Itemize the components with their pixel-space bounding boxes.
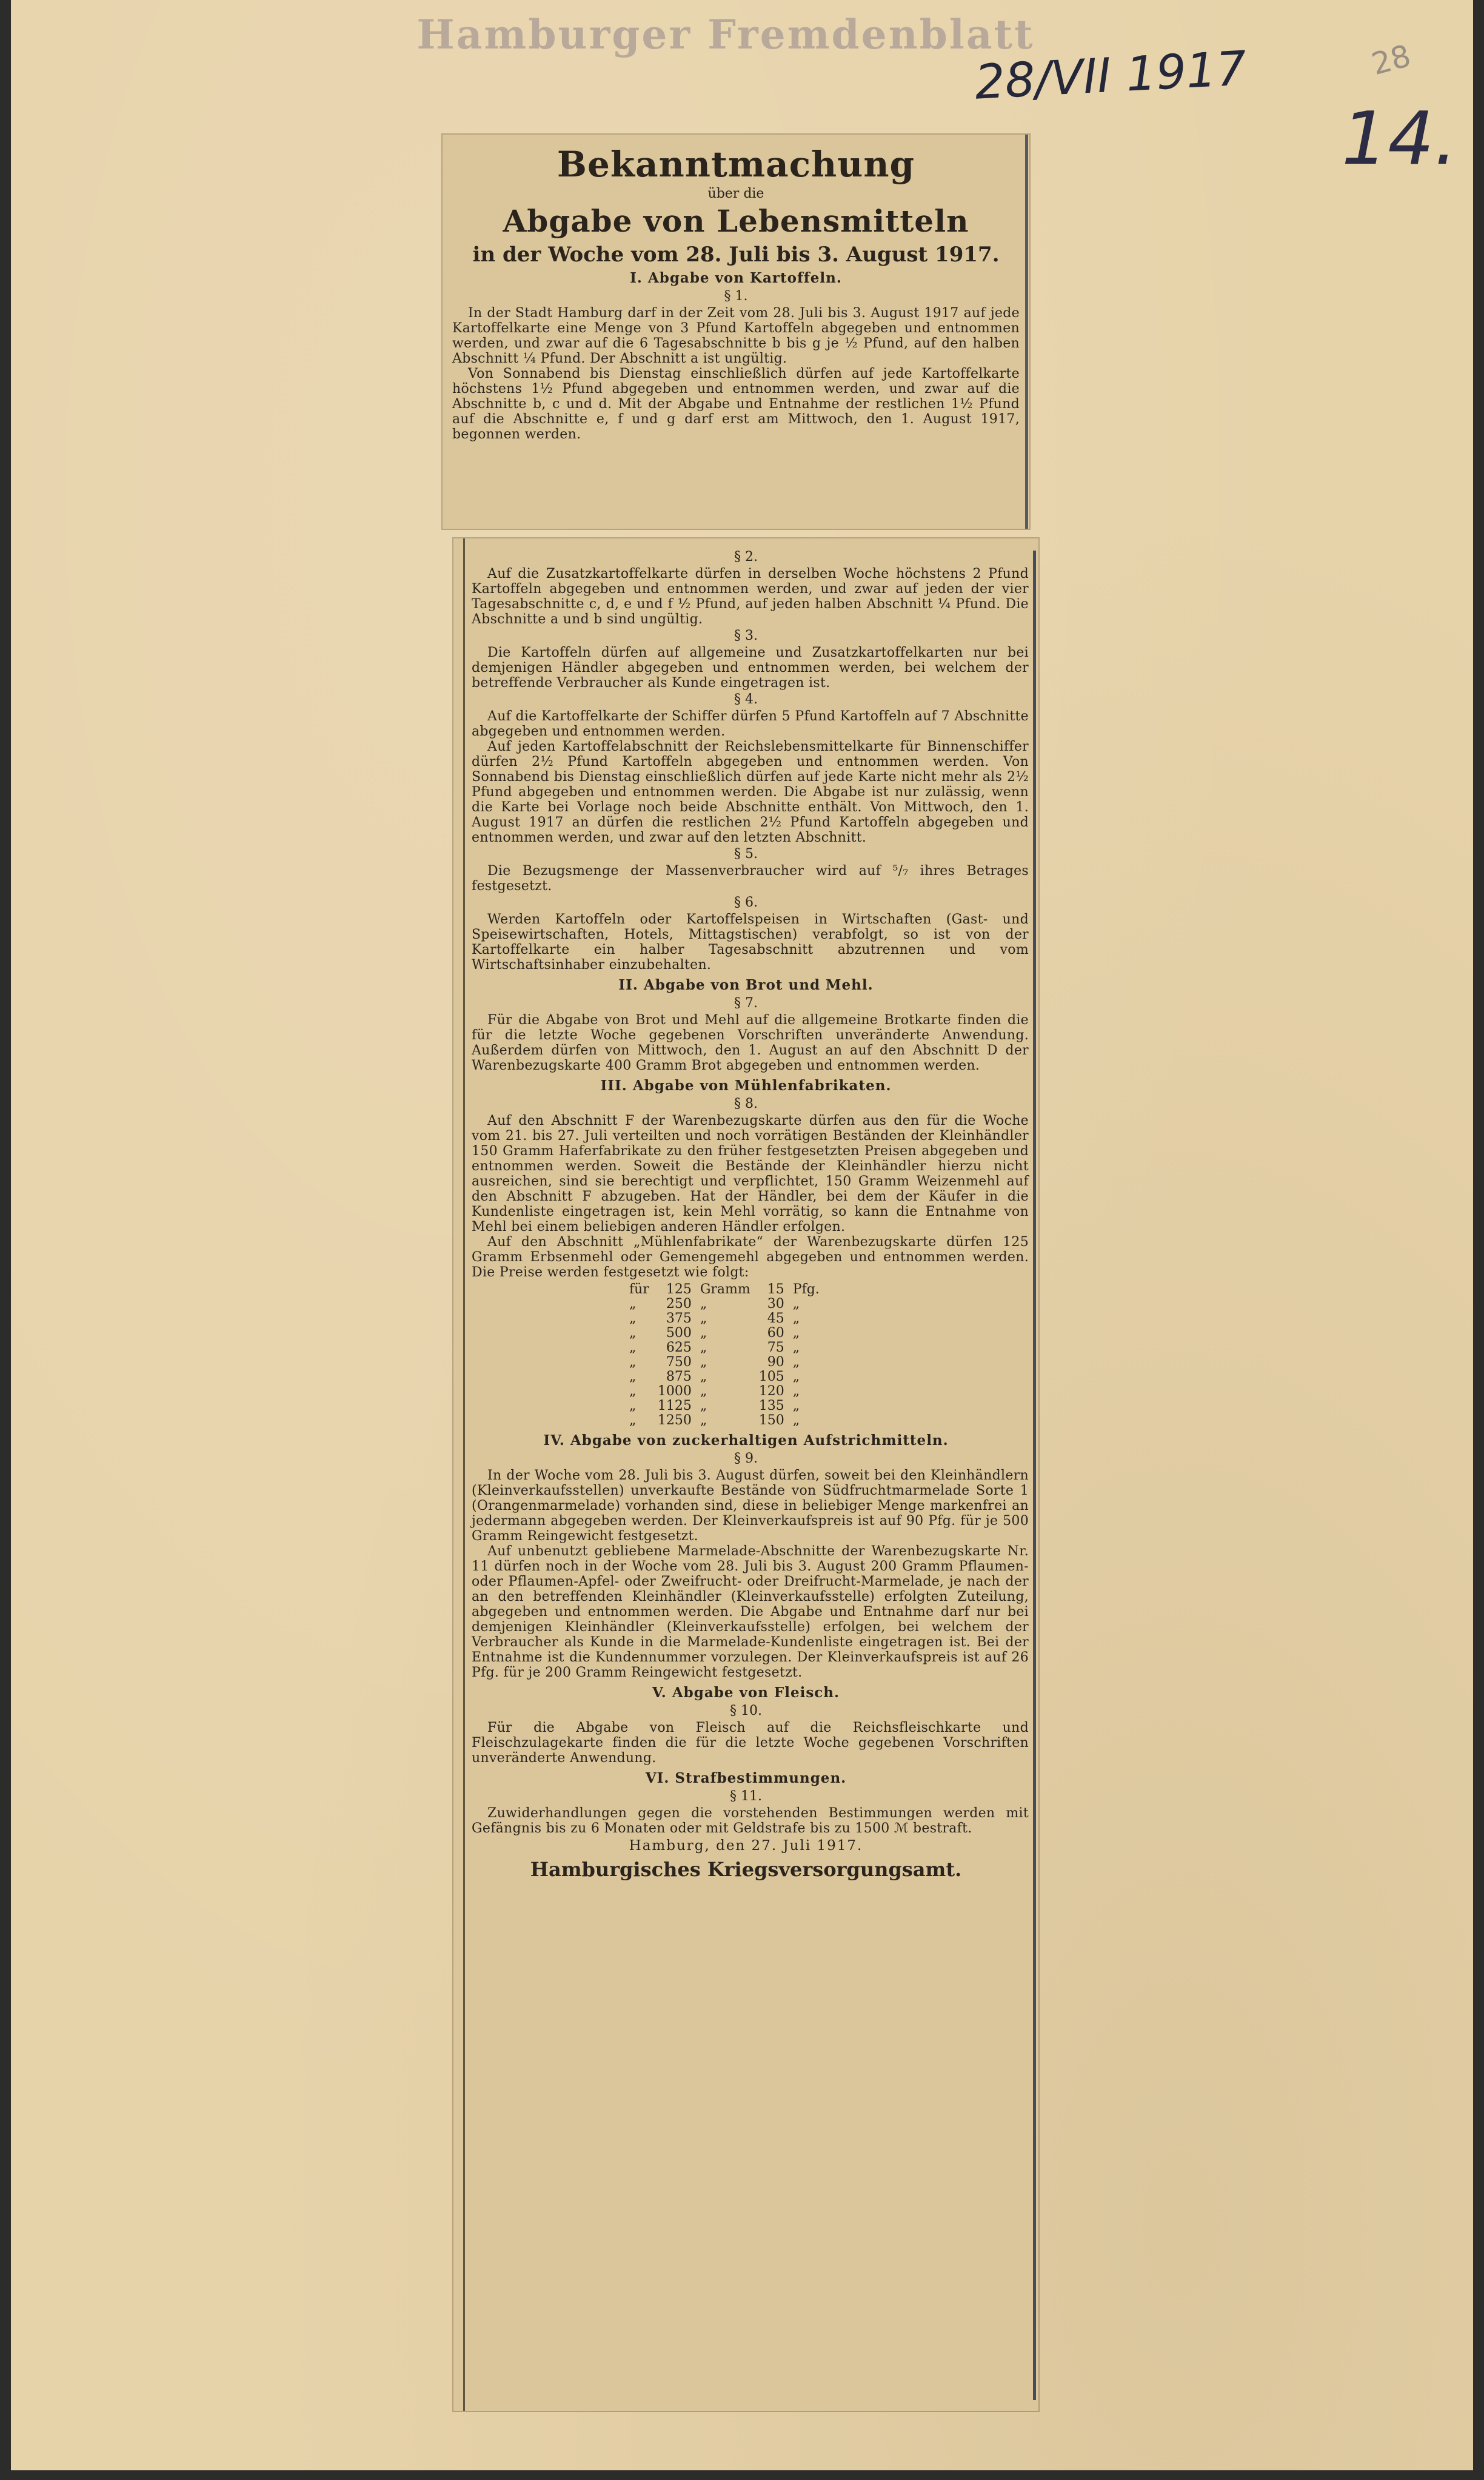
price-currency: „: [792, 1311, 800, 1326]
price-prefix: „: [629, 1296, 637, 1312]
price-prefix: „: [629, 1398, 637, 1413]
paragraph-6: [472, 912, 1029, 973]
price-grams: 375: [666, 1311, 692, 1326]
paragraph-9: [472, 1468, 1029, 1680]
section-heading-1: I. Abgabe von Kartoffeln.: [630, 270, 842, 286]
paragraph-number-1: § 1.: [724, 289, 748, 304]
price-grams: 1125: [657, 1398, 692, 1413]
price-amount: 45: [767, 1311, 784, 1326]
paragraph-number-11: § 11.: [730, 1789, 762, 1804]
price-row: [629, 1341, 828, 1355]
section-heading-4: IV. Abgabe von zuckerhaltigen Aufstrichmitteln.: [543, 1432, 949, 1449]
paragraph-7: [472, 1013, 1029, 1073]
price-unit: „: [700, 1369, 707, 1384]
price-amount: 135: [758, 1398, 784, 1413]
price-prefix: „: [629, 1413, 637, 1428]
price-amount: 30: [767, 1296, 784, 1312]
paragraph-1-text-b: Von Sonnabend bis Dienstag einschließlich dürfen auf jede Kartoffelkarte höchstens 1½ Pfund abgegeben und entnommen werden, und zwar auf die Abschnitte b, c und d. Mit der Abgabe und Entnahme der restlichen 1½ Pfund auf die Abschnitte e, f und g darf erst am Mittwoch, den 1. August 1917, begonnen werden.: [452, 366, 1020, 442]
paragraph-11: [472, 1806, 1029, 1836]
paragraph-3: [472, 645, 1029, 691]
paragraph-4-text-b: Auf jeden Kartoffelabschnitt der Reichslebensmittelkarte für Binnenschiffer dürfen 2½ Pfund Kartoffeln abgegeben und entnommen werden. Von Sonnabend bis Dienstag einschließlich dürfen auf jede Karte nicht mehr als 2½ Pfund abgegeben und entnommen werden. Die Abgabe ist nur zulässig, wenn die Karte bei Vorlage noch beide Abschnitte enthält. Von Mittwoch, den 1. August 1917 an dürfen die restlichen 2½ Pfund Kartoffeln abgegeben und entnommen werden, und zwar auf den letzten Abschnitt.: [472, 739, 1029, 845]
price-grams: 750: [666, 1355, 692, 1370]
price-amount: 105: [758, 1369, 784, 1384]
announcement-period: in der Woche vom 28. Juli bis 3. August 1917.: [472, 243, 1000, 267]
clipping-main: [453, 538, 1038, 2411]
paragraph-7-text: Für die Abgabe von Brot und Mehl auf die allgemeine Brotkarte finden die für die letzte Woche gegebenen Vorschriften unveränderte Anwendung. Außerdem dürfen von Mittwoch, den 1. August an auf den Abschnitt D der Warenbezugskarte 400 Gramm Brot abgegeben und entnommen werden.: [472, 1013, 1029, 1073]
price-prefix: „: [629, 1311, 637, 1326]
paragraph-8-text-b: Auf den Abschnitt „Mühlenfabrikate“ der Warenbezugskarte dürfen 125 Gramm Erbsenmehl oder Gemengemehl abgegeben und entnommen werden. Die Preise werden festgesetzt wie folgt:: [472, 1235, 1029, 1280]
price-currency: „: [792, 1325, 800, 1341]
paragraph-8-text-a: Auf den Abschnitt F der Warenbezugskarte dürfen aus den für die Woche vom 21. bis 27. Juli verteilten und noch vorrätigen Beständen der Kleinhändler 150 Gramm Haferfabrikate zu den früher festgesetzten Preisen abgegeben und entnommen werden. Soweit die Bestände der Kleinhändler hierzu nicht ausreichen, sind sie berechtigt und verpflichtet, 150 Gramm Weizenmehl auf den Abschnitt F abzugeben. Hat der Händler, bei dem der Käufer in die Kundenliste eingetragen ist, kein Mehl vorrätig, so kann die Entnahme von Mehl bei einem beliebigen anderen Händler erfolgen.: [472, 1113, 1029, 1235]
price-currency: Pfg.: [792, 1282, 820, 1297]
paragraph-3-text: Die Kartoffeln dürfen auf allgemeine und Zusatzkartoffelkarten nur bei demjenigen Händler abgegeben und entnommen werden, bei welchem der betreffende Verbraucher als Kunde eingetragen ist.: [472, 645, 1029, 691]
handwritten-date: 28/VII 1917: [973, 41, 1248, 110]
price-unit: „: [700, 1355, 707, 1370]
price-unit: „: [700, 1325, 707, 1341]
price-row: [629, 1384, 828, 1399]
price-unit: „: [700, 1384, 707, 1399]
paragraph-number-9: § 9.: [734, 1451, 758, 1466]
paragraph-4-text-a: Auf die Kartoffelkarte der Schiffer dürfen 5 Pfund Kartoffeln auf 7 Abschnitte abgegeben und entnommen werden.: [472, 709, 1029, 739]
price-grams: 125: [666, 1282, 692, 1297]
price-row: [629, 1413, 828, 1428]
paragraph-9-text-a: In der Woche vom 28. Juli bis 3. August dürfen, soweit bei den Kleinhändlern (Kleinverkaufsstellen) unverkaufte Bestände von Südfruchtmarmelade Sorte 1 (Orangenmarmelade) vorhanden sind, diese in beliebiger Menge markenfrei an jedermann abgegeben werden. Der Kleinverkaufspreis ist auf 90 Pfg. für je 500 Gramm Reingewicht festgesetzt.: [472, 1468, 1029, 1544]
signature-authority: Hamburgisches Kriegsversorgungsamt.: [530, 1858, 962, 1881]
price-prefix: „: [629, 1325, 637, 1341]
price-amount: 75: [767, 1340, 784, 1355]
price-amount: 15: [767, 1282, 784, 1297]
price-row: [629, 1297, 828, 1312]
price-prefix: für: [629, 1282, 649, 1297]
price-table-body: [629, 1282, 828, 1428]
price-unit: Gramm: [700, 1282, 750, 1297]
section-heading-6: VI. Strafbestimmungen.: [645, 1770, 847, 1786]
pencil-mark: 28: [1368, 38, 1415, 82]
paragraph-1-text-a: In der Stadt Hamburg darf in der Zeit vom 28. Juli bis 3. August 1917 auf jede Kartoffelkarte eine Menge von 3 Pfund Kartoffeln abgegeben und entnommen werden, und zwar auf die 6 Tagesabschnitte b bis g je ½ Pfund, auf den halben Abschnitt ¼ Pfund. Der Abschnitt a ist ungültig.: [452, 306, 1020, 366]
price-row: [629, 1326, 828, 1341]
price-currency: „: [792, 1369, 800, 1384]
paragraph-number-2: § 2.: [734, 549, 758, 565]
price-prefix: „: [629, 1369, 637, 1384]
paragraph-10-text: Für die Abgabe von Fleisch auf die Reichsfleischkarte und Fleischzulagekarte finden die für die letzte Woche gegebenen Vorschriften unveränderte Anwendung.: [472, 1720, 1029, 1766]
price-table: [629, 1282, 828, 1428]
announcement-uber: über die: [707, 186, 764, 201]
price-currency: „: [792, 1413, 800, 1428]
price-currency: „: [792, 1384, 800, 1399]
signature-place-date: Hamburg, den 27. Juli 1917.: [629, 1838, 863, 1854]
price-row: [629, 1370, 828, 1384]
paragraph-9-text-b: Auf unbenutzt gebliebene Marmelade-Abschnitte der Warenbezugskarte Nr. 11 dürfen noch in der Woche vom 28. Juli bis 3. August 200 Gramm Pflaumen- oder Pflaumen-Apfel- oder Zweifrucht- oder Dreifrucht-Marmelade, je nach der an den betreffenden Kleinhändler (Kleinverkaufsstelle) erfolgten Zuteilung, abgegeben und entnommen werden. Die Abgabe und Entnahme darf nur bei demjenigen Kleinhändler (Kleinverkaufsstelle) erfolgen, bei welchem der Verbraucher als Kunde in die Marmelade-Kundenliste eingetragen ist. Bei der Entnahme ist die Kundennummer vorzulegen. Der Kleinverkaufspreis ist auf 26 Pfg. für je 200 Gramm Reingewicht festgesetzt.: [472, 1544, 1029, 1680]
paragraph-11-text: Zuwiderhandlungen gegen die vorstehenden Bestimmungen werden mit Gefängnis bis zu 6 Monaten oder mit Geldstrafe bis zu 1500 ℳ bestraft.: [472, 1806, 1029, 1836]
price-amount: 150: [758, 1413, 784, 1428]
paragraph-5-text: Die Bezugsmenge der Massenverbraucher wird auf ⁵/₇ ihres Betrages festgesetzt.: [472, 863, 1029, 894]
price-grams: 875: [666, 1369, 692, 1384]
price-currency: „: [792, 1340, 800, 1355]
paragraph-number-8: § 8.: [734, 1096, 758, 1111]
price-unit: „: [700, 1311, 707, 1326]
paragraph-6-text: Werden Kartoffeln oder Kartoffelspeisen in Wirtschaften (Gast- und Speisewirtschaften, Hotels, Mittagstischen) verabfolgt, so ist von der Kartoffelkarte ein halber Tagesabschnitt abzutrennen und vom Wirtschaftsinhaber einzubehalten.: [472, 912, 1029, 973]
price-row: [629, 1282, 828, 1297]
paragraph-5: [472, 863, 1029, 894]
price-prefix: „: [629, 1384, 637, 1399]
price-prefix: „: [629, 1355, 637, 1370]
paragraph-number-5: § 5.: [734, 846, 758, 862]
section-heading-2: II. Abgabe von Brot und Mehl.: [618, 977, 874, 993]
price-grams: 1250: [657, 1413, 692, 1428]
price-unit: „: [700, 1413, 707, 1428]
paragraph-number-6: § 6.: [734, 895, 758, 910]
paragraph-number-7: § 7.: [734, 996, 758, 1011]
paragraph-number-3: § 3.: [734, 628, 758, 643]
newspaper-source-stamp: Hamburger Fremdenblatt: [416, 11, 1035, 58]
announcement-subject: Abgabe von Lebensmitteln: [503, 203, 969, 239]
price-unit: „: [700, 1398, 707, 1413]
section-heading-5: V. Abgabe von Fleisch.: [652, 1684, 840, 1701]
price-row: [629, 1355, 828, 1370]
section-heading-3: III. Abgabe von Mühlenfabrikaten.: [600, 1077, 892, 1094]
price-row: [629, 1312, 828, 1326]
price-grams: 625: [666, 1340, 692, 1355]
paragraph-1: [452, 306, 1020, 442]
price-unit: „: [700, 1340, 707, 1355]
price-grams: 250: [666, 1296, 692, 1312]
price-prefix: „: [629, 1340, 637, 1355]
price-currency: „: [792, 1296, 800, 1312]
clipping-top: [443, 135, 1029, 529]
price-currency: „: [792, 1398, 800, 1413]
price-currency: „: [792, 1355, 800, 1370]
folio-mark: 14.: [1342, 97, 1457, 181]
price-grams: 500: [666, 1325, 692, 1341]
paragraph-2: [472, 566, 1029, 627]
paragraph-number-10: § 10.: [730, 1703, 762, 1718]
price-amount: 60: [767, 1325, 784, 1341]
price-row: [629, 1399, 828, 1413]
price-amount: 90: [767, 1355, 784, 1370]
paragraph-number-4: § 4.: [734, 692, 758, 707]
price-amount: 120: [758, 1384, 784, 1399]
paragraph-2-text: Auf die Zusatzkartoffelkarte dürfen in derselben Woche höchstens 2 Pfund Kartoffeln abgegeben und entnommen werden, und zwar auf jeden der vier Tagesabschnitte c, d, e und f ½ Pfund, auf jeden halben Abschnitt ¼ Pfund. Die Abschnitte a und b sind ungültig.: [472, 566, 1029, 627]
price-grams: 1000: [657, 1384, 692, 1399]
paragraph-8: [472, 1113, 1029, 1280]
price-unit: „: [700, 1296, 707, 1312]
paragraph-10: [472, 1720, 1029, 1766]
paragraph-4: [472, 709, 1029, 845]
announcement-title: Bekanntmachung: [556, 144, 915, 185]
